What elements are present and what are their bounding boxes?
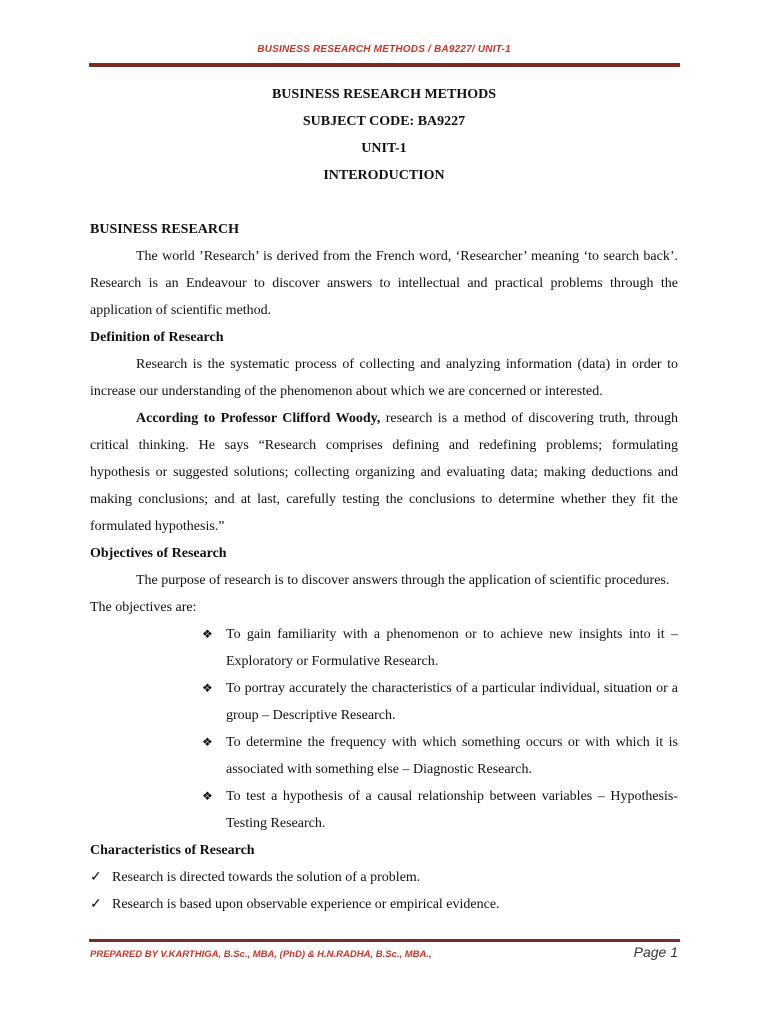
list-item: ❖ To determine the frequency with which something occurs or with which it is associated with something else – Diagnostic Research. <box>202 729 678 783</box>
list-item: ❖ To portray accurately the characteristics of a particular individual, situation or a group – Descriptive Research. <box>202 675 678 729</box>
para-definition-1: Research is the systematic process of collecting and analyzing information (data) in order to increase our understanding of the phenomenon about which we are concerned or interested. <box>90 357 678 399</box>
woody-citation: According to Professor Clifford Woody, <box>136 411 381 426</box>
diamond-bullet-icon: ❖ <box>202 735 213 749</box>
checkmark-icon: ✓ <box>90 897 102 912</box>
list-item: ✓ Research is based upon observable experience or empirical evidence. <box>90 891 678 918</box>
heading-business-research: BUSINESS RESEARCH <box>90 222 239 237</box>
objectives-list <box>202 621 678 837</box>
prepared-by: PREPARED BY V.KARTHIGA, B.Sc., MBA, (PhD) & H.N.RADHA, B.Sc., MBA., <box>90 949 432 960</box>
header-rule <box>89 63 680 67</box>
characteristics-list <box>90 864 678 918</box>
section-title: INTERODUCTION <box>323 168 445 183</box>
subject-code: SUBJECT CODE: BA9227 <box>302 114 466 129</box>
diamond-bullet-icon: ❖ <box>202 627 213 641</box>
page-number: Page 1 <box>633 944 678 960</box>
list-item: ❖ To gain familiarity with a phenomenon or to achieve new insights into it – Exploratory or Formulative Research. <box>202 621 678 675</box>
para-business-research: The world ’Research’ is derived from the French word, ‘Researcher’ meaning ‘to search back’. Research is an Endeavour to discover answers to intellectual and practical problems through the application of scientific method. <box>90 249 678 318</box>
diamond-bullet-icon: ❖ <box>202 681 213 695</box>
footer-rule <box>89 939 680 942</box>
para-definition-2 <box>90 405 678 540</box>
course-title: BUSINESS RESEARCH METHODS <box>271 87 497 102</box>
diamond-bullet-icon: ❖ <box>202 789 213 803</box>
list-item: ❖ To test a hypothesis of a causal relationship between variables – Hypothesis-Testing Research. <box>202 783 678 837</box>
document-body <box>90 216 678 918</box>
running-header: BUSINESS RESEARCH METHODS / BA9227/ UNIT-1 <box>257 44 511 55</box>
title-block <box>0 84 768 192</box>
checkmark-icon: ✓ <box>90 870 102 885</box>
unit-label: UNIT-1 <box>361 141 407 156</box>
heading-objectives: Objectives of Research <box>90 546 227 561</box>
list-item: ✓ Research is directed towards the solution of a problem. <box>90 864 678 891</box>
para-objectives: The purpose of research is to discover answers through the application of scientific procedures. <box>136 573 670 588</box>
heading-characteristics: Characteristics of Research <box>90 843 255 858</box>
woody-quote: research is a method of discovering truth, through critical thinking. He says “Research comprises defining and redefining problems; formulating hypothesis or suggested solutions; collecting organizing and evaluating data; making deductions and making conclusions; and at last, carefully testing the conclusions to determine whether they fit the formulated hypothesis.” <box>90 411 678 534</box>
objectives-intro: The objectives are: <box>90 600 197 615</box>
heading-definition: Definition of Research <box>90 330 224 345</box>
